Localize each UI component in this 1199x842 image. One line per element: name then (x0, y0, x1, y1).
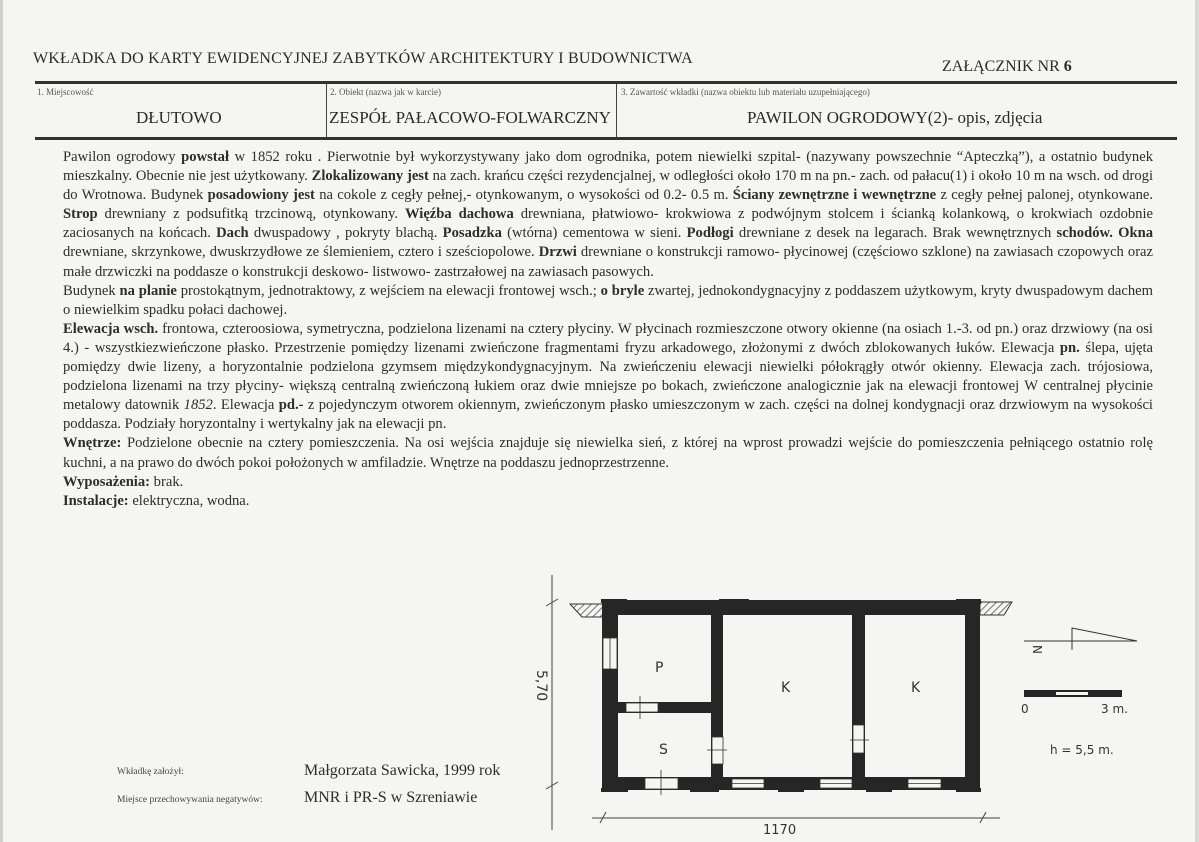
paragraph-equipment: Wyposażenia: brak. (63, 473, 184, 490)
author-value: Małgorzata Sawicka, 1999 rok (304, 762, 501, 779)
field-value-locality: DŁUTOWO (136, 108, 222, 127)
door-k-k (853, 725, 864, 753)
width-dimension (592, 812, 1000, 838)
ground-hatch-left (570, 604, 603, 617)
field-label-object: 2. Obiekt (nazwa jak w karcie) (330, 87, 441, 97)
ground-hatch-right (980, 602, 1012, 615)
door-entrance (645, 778, 678, 789)
room-label-k-east: K (911, 680, 921, 696)
walls (601, 599, 981, 790)
room-label-s: S (659, 742, 668, 758)
depth-dimension (533, 575, 558, 830)
room-label-k-central: K (781, 680, 791, 696)
annex-label: ZAŁĄCZNIK NR (942, 58, 1060, 75)
annex-value: 6 (1063, 58, 1072, 75)
paragraph-installations: Instalacje: elektryczna, wodna. (63, 492, 250, 509)
author-label: Wkładkę założył: (117, 767, 184, 777)
north-arrow-icon (1024, 628, 1137, 654)
paragraph-interior: Wnętrze: Podzielone obecnie na cztery pomieszczenia. Na osi wejścia znajduje się niewielka sień, z której na wprost prowadzi wejście do pomieszczenia pełniącego ostatnio rolę kuchni, a na prawo do dwóch pokoi położonych w amfiladzie. Wnętrze na poddaszu jednoprzestrzenne. (63, 435, 1153, 471)
room-label-p: P (655, 660, 664, 676)
door-s-k (712, 737, 723, 764)
field-value-contents: PAWILON OGRODOWY(2)- opis, zdjęcia (747, 108, 1043, 127)
north-label: N (1030, 645, 1044, 654)
width-dimension-label: 1170 (763, 823, 797, 838)
field-label-locality: 1. Miejscowość (37, 87, 94, 97)
form-title: WKŁADKA DO KARTY EWIDENCYJNEJ ZABYTKÓW ARCHITEKTURY I BUDOWNICTWA (33, 50, 693, 67)
paragraph-history: Pawilon ogrodowy powstał w 1852 roku . Pierwotnie był wykorzystywany jako dom ogrodnika, potem niewielki szpital- (nazywany powszechnie “Apteczką”), a ostatnio budynek mieszkalny. Obecnie nie jest użytkowany. Zlokalizowany jest na zach. krańcu części rezydencjalnej, w odległości około 170 m na pn.- zach. od pałacu(1) i około 10 m na wsch. od drogi do Wrotnowa. Budynek posadowiony jest na cokole z cegły pełnej,- otynkowanym, o wysokości od 0.2- 0.5 m. Ściany zewnętrzne i wewnętrzne z cegły pełnej palonej, otynkowane. Strop drewniany z podsufitką trzcinową, otynkowany. Więźba dachowa drewniana, płatwiowo- krokwiowa z podwójnym stolcem i ścianką kolankową, o krokwiach ozdobnie zaciosanych na końcach. Dach dwuspadowy , pokryty blachą. Posadzka (wtórna) cementowa w sieni. Podłogi drewniane z desek na legarach. Brak wewnętrznych schodów. Okna drewniane, skrzynkowe, dwuskrzydłowe ze ślemieniem, cztero i sześciopolowe. Drzwi drewniane o konstrukcji ramowo- płycinowej (częściowo szklone) na zawiasach czopowych oraz małe drzwiczki na poddasze o konstrukcji deskowo- listwowo- zastrzałowej na zawiasach pasowych. (63, 149, 1154, 280)
door-p-s (626, 703, 658, 712)
negatives-label: Miejsce przechowywania negatywów: (117, 795, 263, 805)
paragraph-plan: Budynek na planie prostokątnym, jednotraktowy, z wejściem na elewacji frontowej wsch.; o bryle zwartej, jednokondygnacyjny z poddaszem użytkowym, kryty dwuspadowym dachem o niewielkim spadku połaci dachowej. (63, 282, 1153, 318)
field-value-object: ZESPÓŁ PAŁACOWO-FOLWARCZNY (329, 108, 611, 127)
scale-start-label: 0 (1021, 702, 1029, 716)
height-note: h = 5,5 m. (1050, 743, 1114, 757)
field-label-contents: 3. Zawartość wkładki (nazwa obiektu lub materiału uzupełniającego) (621, 87, 870, 97)
negatives-value: MNR i PR-S w Szreniawie (304, 789, 478, 806)
paragraph-elevations: Elewacja wsch. frontowa, czteroosiowa, symetryczna, podzielona lizenami na cztery płyciny. W płycinach rozmieszczone otwory okienne (na osiach 1.-3. od pn.) oraz drzwiowy (na osi 4.) - wszystkiezwieńczone płasko. Przestrzenie pomiędzy lizenami zwieńczone fragmentami fryzu arkadowego, złożonymi z dwóch zblokowanych łuków. Elewacja pn. ślepa, ujęta pomiędzy dwie lizeny, a horyzontalnie podzielona gzymsem międzykondygnacyjnym. Na zwieńczeniu elewacji niewielki półokrągły otwór okienny. Elewacja zach. trójosiowa, podzielona lizenami na trzy płyciny- większą centralną zwieńczoną łukiem oraz dwie mniejsze po bokach, zwieńczone analogicznie jak na elewacji frontowej W centralnej płycinie metalowy datownik 1852. Elewacja pd.- z pojedynczym otworem okiennym, zwieńczonym płasko umieszczonym w zach. części na dolnej kondygnacji oraz drzwiowym na wysokości poddasza. Podziały horyzontalny i wertykalny jak na elewacji pn. (63, 320, 1153, 433)
depth-dimension-label: 5,70 (533, 670, 549, 702)
scale-bar (1021, 690, 1128, 716)
openings (603, 638, 941, 795)
scale-end-label: 3 m. (1101, 702, 1128, 716)
